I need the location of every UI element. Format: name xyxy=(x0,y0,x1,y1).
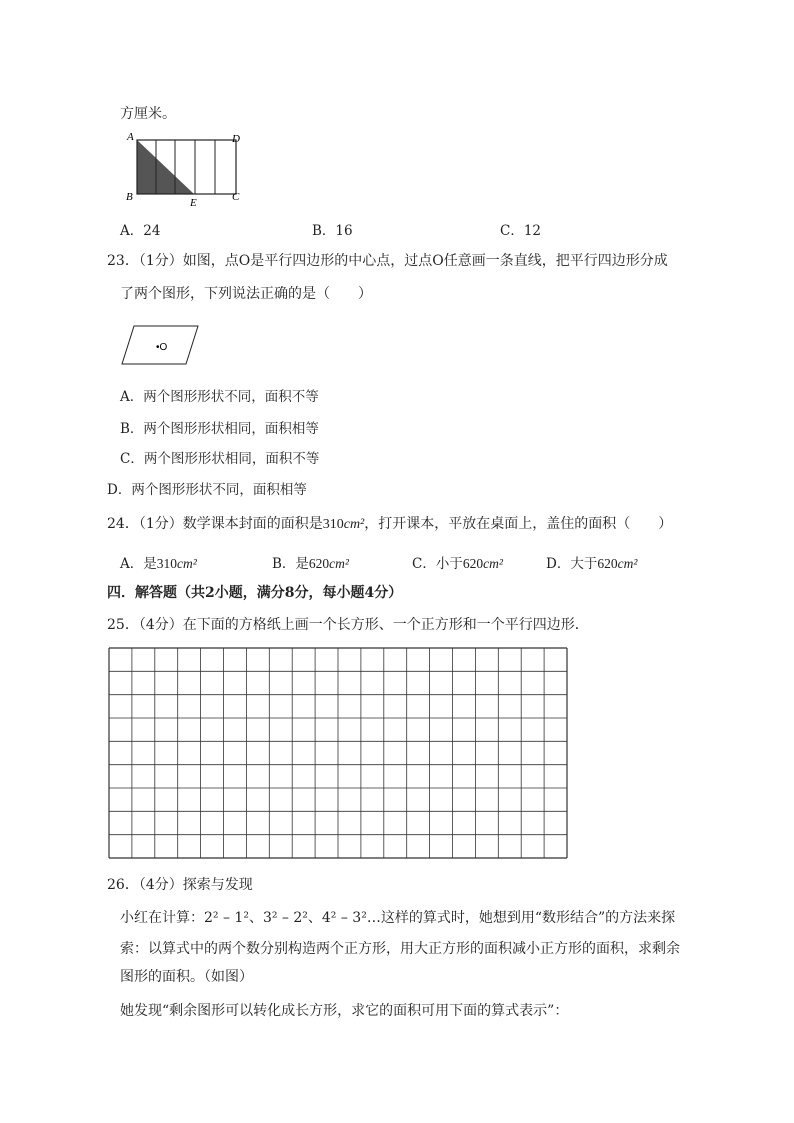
label-a: A xyxy=(127,131,134,143)
label-b: B xyxy=(126,191,133,203)
label-e: E xyxy=(190,197,197,209)
q23-option-a[interactable]: A．两个图形形状不同，面积不等 xyxy=(120,389,319,405)
q24-option-c[interactable]: C．小于620cm² xyxy=(412,556,503,572)
q24-option-d[interactable]: D．大于620cm² xyxy=(546,556,638,572)
q26-line1: 小红在计算：2² – 1²、3² – 2²、4² – 3²…这样的算式时，她想到用“数形结合”的方法来探 xyxy=(120,910,676,926)
q25-question: 25．（4分）在下面的方格纸上画一个长方形、一个正方形和一个平行四边形． xyxy=(107,617,589,633)
center-point-o: •O xyxy=(156,342,168,353)
label-c: C xyxy=(232,191,240,203)
q23-parallelogram-figure xyxy=(120,322,200,367)
q24-option-b[interactable]: B．是620cm² xyxy=(272,556,349,572)
q22-text-tail: 方厘米。 xyxy=(120,106,176,122)
q26-title: 探索与发现 xyxy=(182,877,253,893)
q22-option-c[interactable]: C．12 xyxy=(500,223,542,239)
label-d: D xyxy=(232,133,240,145)
q26-line3: 图形的面积。（如图） xyxy=(120,969,253,985)
q26-number-score: 26．（4分） xyxy=(107,877,183,893)
q24-question: 24．（1分）数学课本封面的面积是310cm²，打开课本，平放在桌面上，盖住的面积（ ） xyxy=(107,516,673,532)
q23-number-score: 23．（1分） xyxy=(107,253,183,269)
q22-rectangle-figure xyxy=(120,128,250,208)
q23-option-c[interactable]: C．两个图形形状相同，面积不等 xyxy=(120,451,320,467)
q26-line4: 她发现“剩余图形可以转化成长方形，求它的面积可用下面的算式表示”： xyxy=(120,1003,569,1019)
shaded-triangle xyxy=(137,140,194,194)
q23-text-line1: 如图，点O是平行四边形的中心点，过点O任意画一条直线，把平行四边形分成 xyxy=(182,253,668,269)
q22-option-b[interactable]: B．16 xyxy=(312,223,353,239)
q23-question-line1 xyxy=(107,250,668,270)
q22-option-a[interactable]: A．24 xyxy=(120,223,161,239)
q24-number-score: 24．（1分） xyxy=(107,516,183,532)
q26-question-header xyxy=(107,874,253,894)
q23-question-line2: 了两个图形，下列说法正确的是（ ） xyxy=(120,286,372,302)
section-heading: 四．解答题（共2小题，满分8分，每小题4分） xyxy=(107,585,403,601)
q25-grid-paper[interactable] xyxy=(108,647,568,859)
q25-number-score: 25．（4分） xyxy=(107,617,183,633)
q26-line2: 索：以算式中的两个数分别构造两个正方形，用大正方形的面积减小正方形的面积，求剩余 xyxy=(120,941,680,957)
q24-option-a[interactable]: A．是310cm² xyxy=(120,556,197,572)
q23-option-b[interactable]: B．两个图形形状相同，面积相等 xyxy=(120,421,319,437)
q23-option-d[interactable]: D．两个图形形状不同，面积相等 xyxy=(107,482,307,498)
